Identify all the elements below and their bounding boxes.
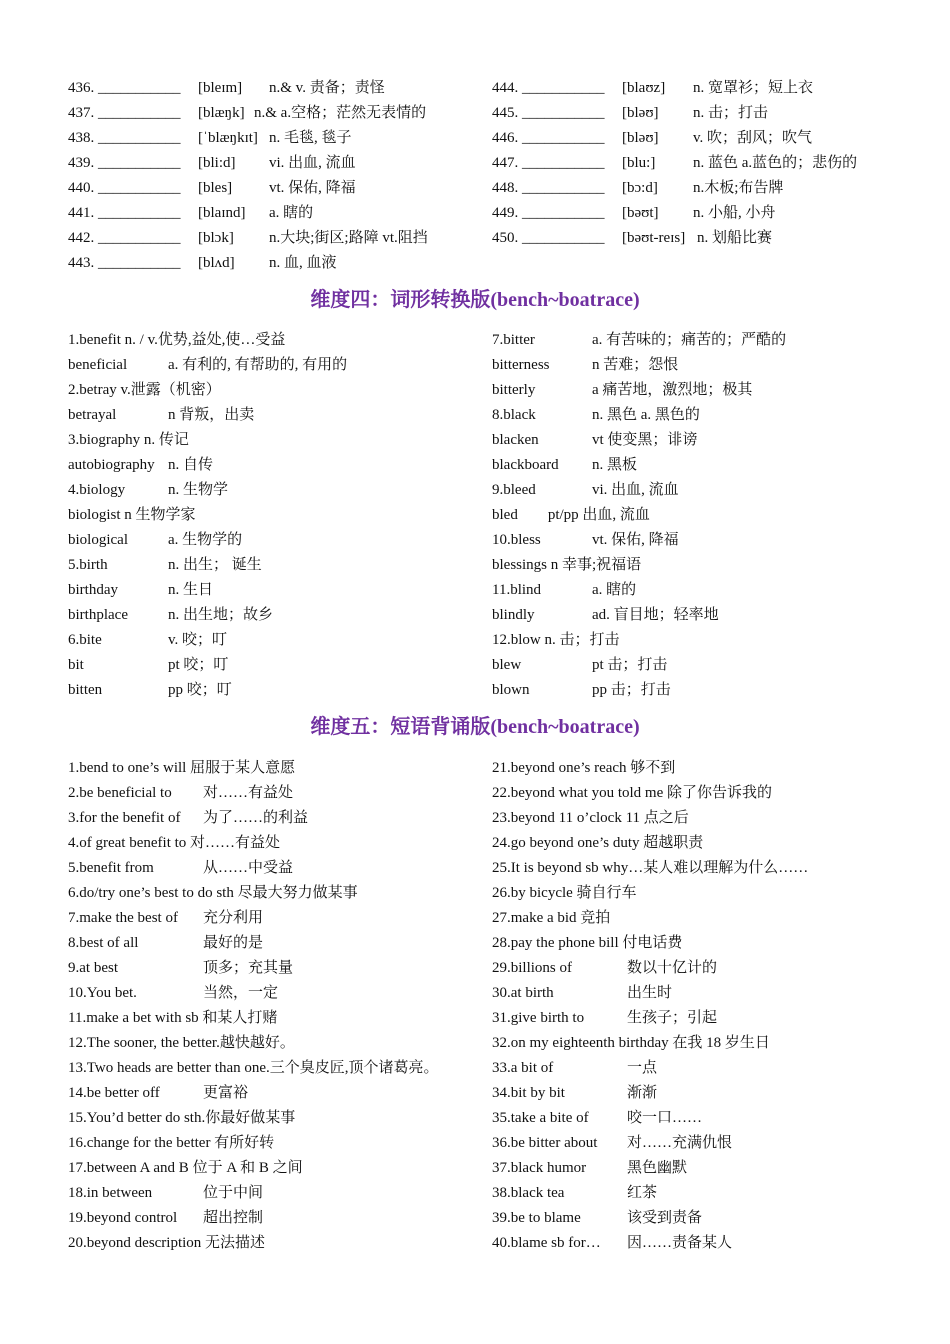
- word-form-term: 3.biography n. 传记: [68, 432, 189, 448]
- word-form-term: blew: [492, 657, 522, 673]
- word-form-row: [492, 605, 719, 625]
- vocab-phonetic: [bəʊt-reɪs]: [622, 230, 686, 246]
- phrase-row: [68, 758, 295, 778]
- phrase-meaning: 咬一口……: [627, 1110, 703, 1126]
- phrase-term: 20.beyond description 无法描述: [68, 1235, 266, 1251]
- vocab-row: [492, 128, 812, 148]
- phrase-term: 8.best of all: [68, 935, 139, 951]
- word-form-definition: n. 出生； 诞生: [168, 557, 262, 573]
- word-form-row: [492, 655, 667, 675]
- phrase-row: [68, 883, 358, 903]
- phrase-term: 36.be bitter about: [492, 1135, 598, 1151]
- word-form-definition: a. 有利的, 有帮助的, 有用的: [168, 357, 348, 373]
- vocab-definition: n. 血, 血液: [269, 255, 337, 271]
- word-form-term: birthday: [68, 582, 118, 598]
- phrase-row: [68, 783, 293, 803]
- word-form-row: [492, 630, 620, 650]
- phrase-row: [492, 1133, 732, 1153]
- phrase-row: [492, 1083, 657, 1103]
- word-form-term: 8.black: [492, 407, 536, 423]
- word-form-row: [68, 355, 347, 375]
- vocab-phonetic: [bləʊ]: [622, 130, 659, 146]
- vocab-definition: n.木板;布告牌: [693, 180, 784, 196]
- vocab-phonetic: [blaʊz]: [622, 80, 666, 96]
- phrase-row: [492, 833, 703, 853]
- phrase-row: [68, 1133, 274, 1153]
- phrase-meaning: 更富裕: [203, 1085, 249, 1101]
- phrase-meaning: 该受到责备: [627, 1210, 703, 1226]
- vocab-row: [68, 78, 385, 98]
- vocab-number-blank: 442. ___________: [68, 230, 181, 246]
- phrase-meaning: 生孩子；引起: [627, 1010, 718, 1026]
- phrase-meaning: 超出控制: [203, 1210, 264, 1226]
- phrase-term: 9.at best: [68, 960, 118, 976]
- phrase-meaning: 红茶: [627, 1185, 658, 1201]
- phrase-term: 39.be to blame: [492, 1210, 581, 1226]
- word-form-row: [68, 505, 196, 525]
- word-form-definition: a. 生物学的: [168, 532, 243, 548]
- word-form-term: 6.bite: [68, 632, 102, 648]
- word-form-row: [68, 405, 254, 425]
- word-form-term: bitterly: [492, 382, 536, 398]
- vocab-definition: n. 小船, 小舟: [693, 205, 776, 221]
- phrase-term: 31.give birth to: [492, 1010, 585, 1026]
- vocab-definition: vi. 出血, 流血: [269, 155, 356, 171]
- phrase-row: [68, 1233, 265, 1253]
- phrase-term: 13.Two heads are better than one.三个臭皮匠,顶个诸葛亮。: [68, 1060, 439, 1076]
- phrase-term: 16.change for the better 有所好转: [68, 1135, 275, 1151]
- word-form-definition: n. 生物学: [168, 482, 229, 498]
- word-form-term: beneficial: [68, 357, 128, 373]
- vocab-number-blank: 448. ___________: [492, 180, 605, 196]
- vocab-phonetic: [ˈblæŋkɪt]: [198, 130, 258, 146]
- word-form-definition: vt 使变黑；诽谤: [592, 432, 698, 448]
- phrase-term: 34.bit by bit: [492, 1085, 565, 1101]
- word-form-definition: n. 黑色 a. 黑色的: [592, 407, 700, 423]
- vocab-definition: n. 划船比赛: [697, 230, 773, 246]
- phrase-row: [68, 858, 293, 878]
- phrase-term: 12.The sooner, the better.越快越好。: [68, 1035, 295, 1051]
- vocab-number-blank: 438. ___________: [68, 130, 181, 146]
- word-form-term: 1.benefit n. / v.优势,益处,使…受益: [68, 332, 286, 348]
- vocab-phonetic: [blɔk]: [198, 230, 234, 246]
- word-form-row: [492, 555, 641, 575]
- word-form-row: [492, 455, 637, 475]
- word-form-row: [492, 330, 786, 350]
- word-form-row: [492, 380, 752, 400]
- word-form-term: 7.bitter: [492, 332, 535, 348]
- word-form-term: blackboard: [492, 457, 559, 473]
- phrase-row: [492, 958, 717, 978]
- phrase-meaning: 渐渐: [627, 1085, 658, 1101]
- word-form-row: [492, 505, 650, 525]
- vocab-number-blank: 450. ___________: [492, 230, 605, 246]
- word-form-definition: n. 黑板: [592, 457, 638, 473]
- phrase-meaning: 最好的是: [203, 935, 264, 951]
- vocab-definition: vt. 保佑, 降福: [269, 180, 356, 196]
- word-form-row: [68, 480, 228, 500]
- phrase-row: [492, 1183, 657, 1203]
- vocab-definition: n. 蓝色 a.蓝色的；悲伤的: [693, 155, 858, 171]
- phrase-row: [68, 833, 280, 853]
- vocab-phonetic: [blʌd]: [198, 255, 235, 271]
- phrase-term: 7.make the best of: [68, 910, 178, 926]
- vocab-phonetic: [blæŋk]: [198, 105, 245, 121]
- word-form-term: bitten: [68, 682, 103, 698]
- phrase-row: [492, 908, 610, 928]
- word-form-term: biological: [68, 532, 128, 548]
- word-form-definition: n. 自传: [168, 457, 214, 473]
- word-form-row: [68, 530, 242, 550]
- word-form-term: 5.birth: [68, 557, 108, 573]
- phrase-row: [492, 1033, 770, 1053]
- phrase-row: [68, 1108, 295, 1128]
- word-form-row: [68, 680, 232, 700]
- word-form-definition: n. 生日: [168, 582, 214, 598]
- phrase-meaning: 充分利用: [203, 910, 264, 926]
- word-form-term: blacken: [492, 432, 539, 448]
- vocab-phonetic: [bli:d]: [198, 155, 236, 171]
- section-five-title: 维度五：短语背诵版(bench~boatrace): [310, 716, 640, 738]
- vocab-number-blank: 439. ___________: [68, 155, 181, 171]
- word-form-row: [68, 655, 228, 675]
- word-form-row: [492, 405, 700, 425]
- phrase-row: [492, 1208, 702, 1228]
- phrase-term: 14.be better off: [68, 1085, 160, 1101]
- vocab-phonetic: [blaɪnd]: [198, 205, 246, 221]
- vocab-row: [68, 203, 313, 223]
- vocab-row: [68, 253, 337, 273]
- vocab-number-blank: 446. ___________: [492, 130, 605, 146]
- phrase-row: [492, 1058, 657, 1078]
- phrase-row: [68, 1008, 277, 1028]
- vocab-definition: n. 宽罩衫；短上衣: [693, 80, 814, 96]
- phrase-meaning: 当然，一定: [203, 985, 279, 1001]
- vocab-definition: n.大块;街区;路障 vt.阻挡: [269, 230, 428, 246]
- word-form-term: blessings n 幸事;祝福语: [492, 557, 642, 573]
- word-form-row: [68, 455, 213, 475]
- word-form-definition: a. 有苦味的；痛苦的；严酷的: [592, 332, 787, 348]
- phrase-row: [68, 1183, 263, 1203]
- phrase-term: 18.in between: [68, 1185, 153, 1201]
- phrase-row: [492, 1008, 717, 1028]
- word-form-term: 9.bleed: [492, 482, 536, 498]
- word-form-row: [68, 605, 273, 625]
- word-form-definition: n 背叛，出卖: [168, 407, 255, 423]
- phrase-meaning: 位于中间: [203, 1185, 264, 1201]
- phrase-term: 29.billions of: [492, 960, 573, 976]
- word-form-term: birthplace: [68, 607, 128, 623]
- phrase-row: [68, 1158, 303, 1178]
- word-form-definition: pt 咬；叮: [168, 657, 229, 673]
- vocab-number-blank: 443. ___________: [68, 255, 181, 271]
- word-form-definition: ad. 盲目地；轻率地: [592, 607, 719, 623]
- vocab-number-blank: 445. ___________: [492, 105, 605, 121]
- word-form-term: bitterness: [492, 357, 550, 373]
- phrase-meaning: 为了……的利益: [203, 810, 309, 826]
- word-form-row: [492, 480, 679, 500]
- vocab-phonetic: [bles]: [198, 180, 233, 196]
- phrase-row: [68, 958, 293, 978]
- vocab-row: [492, 153, 857, 173]
- word-form-term: autobiography: [68, 457, 155, 473]
- vocab-number-blank: 444. ___________: [492, 80, 605, 96]
- word-form-term: 11.blind: [492, 582, 542, 598]
- vocab-row: [492, 178, 783, 198]
- phrase-term: 37.black humor: [492, 1160, 587, 1176]
- word-form-row: [492, 355, 678, 375]
- phrase-term: 5.benefit from: [68, 860, 154, 876]
- word-form-term: 12.blow n. 击；打击: [492, 632, 620, 648]
- vocab-number-blank: 449. ___________: [492, 205, 605, 221]
- word-form-definition: vi. 出血, 流血: [592, 482, 679, 498]
- phrase-term: 35.take a bite of: [492, 1110, 589, 1126]
- word-form-definition: a. 瞎的: [592, 582, 637, 598]
- word-form-definition: n. 出生地；故乡: [168, 607, 274, 623]
- phrase-term: 28.pay the phone bill 付电话费: [492, 935, 683, 951]
- word-form-term: biologist n 生物学家: [68, 507, 196, 523]
- vocab-row: [492, 203, 776, 223]
- word-form-row: [492, 680, 671, 700]
- phrase-term: 27.make a bid 竞拍: [492, 910, 611, 926]
- phrase-meaning: 顶多；充其量: [203, 960, 294, 976]
- phrase-row: [68, 933, 263, 953]
- phrase-term: 40.blame sb for…: [492, 1235, 601, 1251]
- word-form-row: [492, 430, 697, 450]
- phrase-meaning: 出生时: [627, 985, 673, 1001]
- word-form-term: betrayal: [68, 407, 117, 423]
- phrase-term: 19.beyond control: [68, 1210, 178, 1226]
- vocab-number-blank: 441. ___________: [68, 205, 181, 221]
- vocab-number-blank: 447. ___________: [492, 155, 605, 171]
- phrase-row: [68, 1033, 295, 1053]
- phrase-term: 10.You bet.: [68, 985, 137, 1001]
- phrase-row: [492, 1158, 687, 1178]
- word-form-row: [492, 580, 636, 600]
- section-four-title: 维度四：词形转换版(bench~boatrace): [310, 289, 640, 311]
- phrase-term: 21.beyond one’s reach 够不到: [492, 760, 676, 776]
- phrase-term: 4.of great benefit to 对……有益处: [68, 835, 281, 851]
- phrase-row: [492, 883, 637, 903]
- phrase-meaning: 对……充满仇恨: [627, 1135, 733, 1151]
- word-form-definition: pt 击；打击: [592, 657, 668, 673]
- phrase-term: 30.at birth: [492, 985, 554, 1001]
- phrase-row: [492, 933, 682, 953]
- vocab-phonetic: [bləʊ]: [622, 105, 659, 121]
- phrase-meaning: 黑色幽默: [627, 1160, 688, 1176]
- word-form-term: 2.betray v.泄露（机密）: [68, 382, 221, 398]
- vocab-phonetic: [bleɪm]: [198, 80, 243, 96]
- phrase-meaning: 对……有益处: [203, 785, 294, 801]
- phrase-term: 38.black tea: [492, 1185, 565, 1201]
- vocab-definition: a. 瞎的: [269, 205, 314, 221]
- phrase-term: 22.beyond what you told me 除了你告诉我的: [492, 785, 772, 801]
- phrase-term: 2.be beneficial to: [68, 785, 172, 801]
- word-form-definition: a 痛苦地，激烈地；极其: [592, 382, 753, 398]
- word-form-term: blown: [492, 682, 530, 698]
- vocab-row: [68, 178, 356, 198]
- phrase-row: [492, 1233, 732, 1253]
- phrase-row: [68, 1083, 248, 1103]
- phrase-row: [492, 1108, 702, 1128]
- phrase-meaning: 因……责备某人: [627, 1235, 733, 1251]
- word-form-term: 10.bless: [492, 532, 541, 548]
- vocab-row: [68, 228, 428, 248]
- phrase-row: [492, 808, 689, 828]
- phrase-row: [68, 808, 308, 828]
- vocab-row: [68, 128, 352, 148]
- word-form-row: [68, 430, 189, 450]
- word-form-row: [68, 630, 227, 650]
- word-form-term: blindly: [492, 607, 535, 623]
- phrase-row: [492, 983, 672, 1003]
- word-form-row: [68, 555, 262, 575]
- vocab-definition: n.& a.空格；茫然无表情的: [254, 105, 427, 121]
- vocab-phonetic: [blu:]: [622, 155, 656, 171]
- phrase-term: 23.beyond 11 o’clock 11 点之后: [492, 810, 689, 826]
- phrase-term: 32.on my eighteenth birthday 在我 18 岁生日: [492, 1035, 770, 1051]
- phrase-meaning: 从……中受益: [203, 860, 294, 876]
- phrase-term: 3.for the benefit of: [68, 810, 181, 826]
- phrase-term: 6.do/try one’s best to do sth 尽最大努力做某事: [68, 885, 358, 901]
- word-form-row: [68, 380, 221, 400]
- word-form-definition: v. 咬；叮: [168, 632, 228, 648]
- vocab-phonetic: [bɔ:d]: [622, 180, 658, 196]
- vocab-definition: n. 毛毯, 毯子: [269, 130, 352, 146]
- word-form-definition: vt. 保佑, 降福: [592, 532, 679, 548]
- phrase-row: [492, 858, 808, 878]
- vocab-row: [492, 228, 772, 248]
- phrase-term: 17.between A and B 位于 A 和 B 之间: [68, 1160, 303, 1176]
- vocab-row: [492, 103, 768, 123]
- vocab-row: [68, 153, 356, 173]
- phrase-row: [68, 1058, 439, 1078]
- phrase-row: [492, 783, 772, 803]
- word-form-term: 4.biology: [68, 482, 126, 498]
- vocab-number-blank: 437. ___________: [68, 105, 181, 121]
- word-form-row: [68, 330, 285, 350]
- vocab-phonetic: [bəʊt]: [622, 205, 659, 221]
- phrase-row: [68, 983, 278, 1003]
- vocab-row: [68, 103, 426, 123]
- phrase-term: 33.a bit of: [492, 1060, 554, 1076]
- phrase-term: 11.make a bet with sb 和某人打赌: [68, 1010, 278, 1026]
- word-form-term: bit: [68, 657, 84, 673]
- vocab-number-blank: 440. ___________: [68, 180, 181, 196]
- vocab-definition: n. 击；打击: [693, 105, 769, 121]
- phrase-meaning: 一点: [627, 1060, 658, 1076]
- phrase-term: 25.It is beyond sb why…某人难以理解为什么……: [492, 860, 809, 876]
- phrase-term: 15.You’d better do sth.你最好做某事: [68, 1110, 296, 1126]
- phrase-row: [68, 1208, 263, 1228]
- word-form-definition: pp 咬；叮: [168, 682, 232, 698]
- phrase-row: [68, 908, 263, 928]
- word-form-row: [492, 530, 679, 550]
- word-form-definition: pp 击；打击: [592, 682, 671, 698]
- word-form-term: bled pt/pp 出血, 流血: [492, 507, 650, 523]
- word-form-definition: n 苦难；怨恨: [592, 357, 679, 373]
- phrase-meaning: 数以十亿计的: [627, 960, 718, 976]
- phrase-term: 26.by bicycle 骑自行车: [492, 885, 637, 901]
- word-form-row: [68, 580, 213, 600]
- phrase-row: [492, 758, 675, 778]
- phrase-term: 1.bend to one’s will 屈服于某人意愿: [68, 760, 296, 776]
- vocab-definition: v. 吹；刮风；吹气: [693, 130, 813, 146]
- phrase-term: 24.go beyond one’s duty 超越职责: [492, 835, 704, 851]
- vocab-definition: n.& v. 责备；责怪: [269, 80, 385, 96]
- vocab-row: [492, 78, 813, 98]
- vocab-number-blank: 436. ___________: [68, 80, 181, 96]
